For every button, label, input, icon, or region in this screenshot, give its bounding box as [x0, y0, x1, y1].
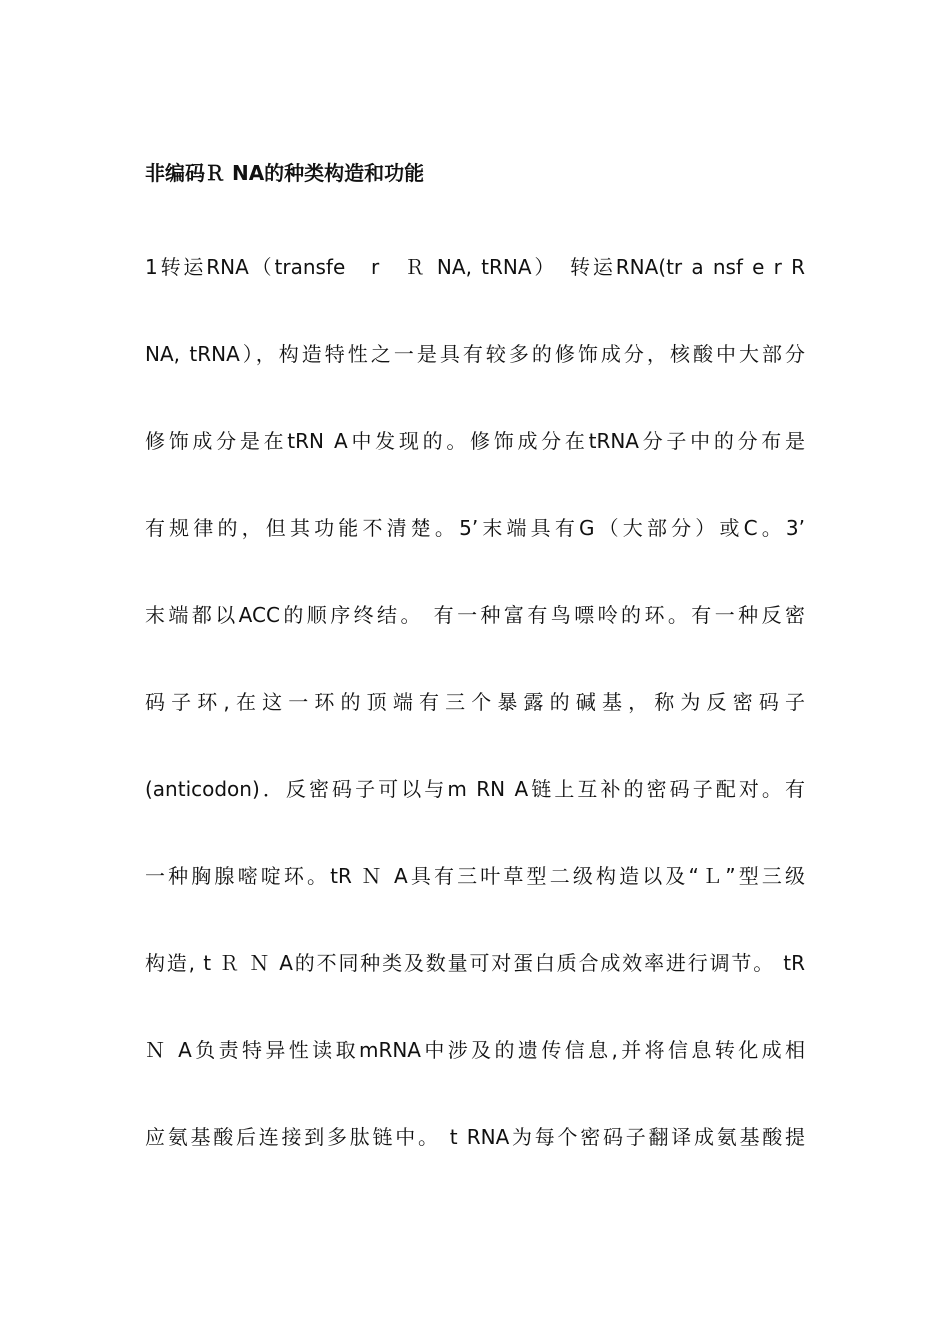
paragraph-line: 有规律的，但其功能不清楚。5’末端具有G（大部分）或C。3’ — [145, 516, 805, 540]
paragraph-line: 末端都以ACC的顺序终结。 有一种富有鸟嘌呤的环。有一种反密 — [145, 603, 805, 627]
paragraph-line: 修饰成分是在tRN A中发现的。修饰成分在tRNA分子中的分布是 — [145, 429, 805, 453]
paragraph-line: 1转运RNA（transfe r Ｒ NA, tRNA） 转运RNA(tr a nsf e r R — [145, 255, 805, 279]
paragraph-line: Ｎ A负责特异性读取mRNA中涉及的遗传信息,并将信息转化成相 — [145, 1038, 805, 1062]
paragraph-line: 码子环,在这一环的顶端有三个暴露的碱基，称为反密码子 — [145, 690, 805, 714]
paragraph-line: 一种胸腺嘧啶环。tR Ｎ A具有三叶草型二级构造以及“Ｌ”型三级 — [145, 864, 805, 888]
document-title: 非编码Ｒ NA的种类构造和功能 — [145, 161, 425, 185]
paragraph-line: (anticodon)．反密码子可以与m RN A链上互补的密码子配对。有 — [145, 777, 805, 801]
paragraph-line: NA, tRNA），构造特性之一是具有较多的修饰成分，核酸中大部分 — [145, 342, 805, 366]
paragraph-line: 构造, t Ｒ Ｎ A的不同种类及数量可对蛋白质合成效率进行调节。 tR — [145, 951, 805, 975]
paragraph-line: 应氨基酸后连接到多肽链中。 t RNA为每个密码子翻译成氨基酸提 — [145, 1125, 805, 1149]
